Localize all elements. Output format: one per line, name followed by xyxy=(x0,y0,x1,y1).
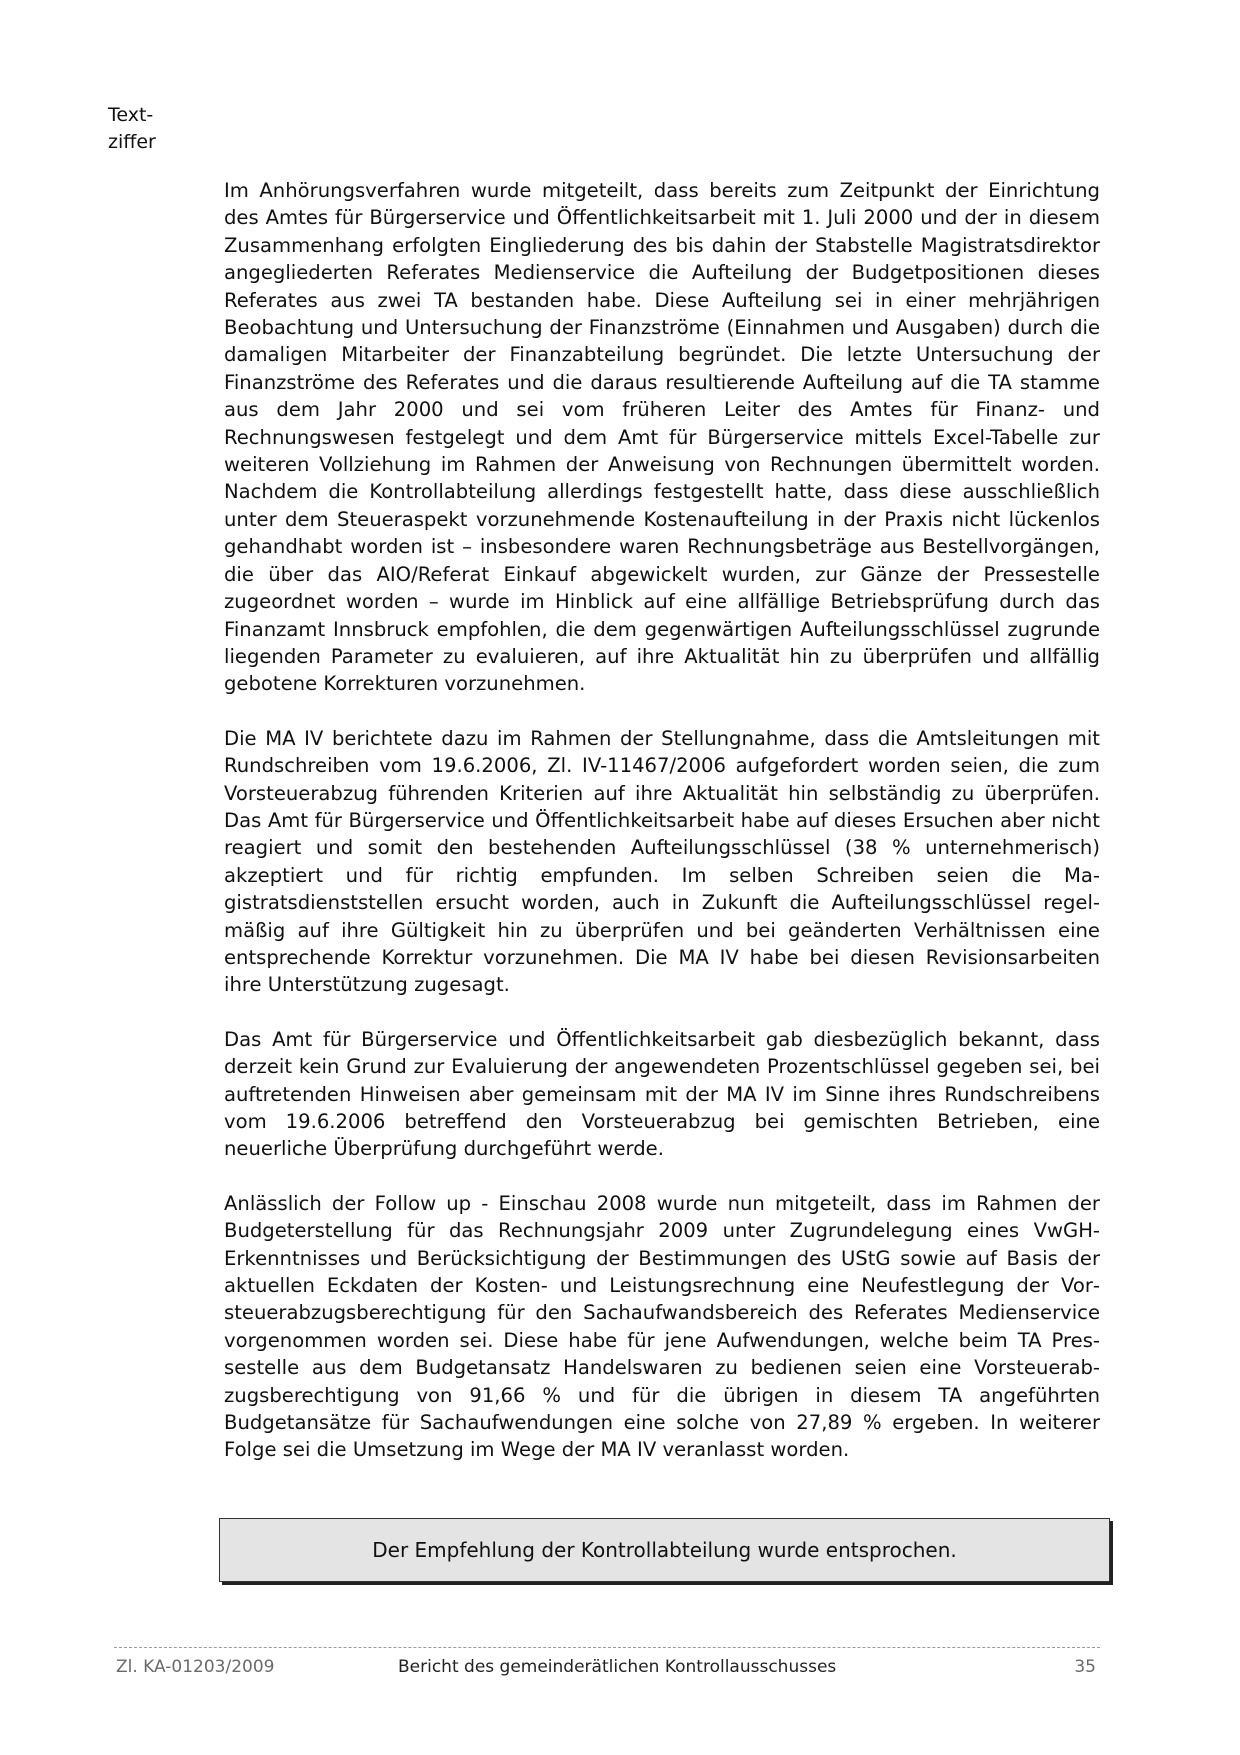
footer-divider xyxy=(114,1647,1100,1648)
paragraph-ma-iv-statement: Die MA IV berichtete dazu im Rahmen der Stellungnahme, dass die Amtsleitungen mit Rundschreiben vom 19.6.2006, Zl. IV-11467/2006 aufgefordert worden seien, die zum Vorsteuerabzug führenden Kriterien auf ihre Aktualität hin selbständig zu überprüfen. Das Amt für Bürgerservice und Öffentlichkeitsarbeit habe auf dieses Ersuchen aber nicht reagiert und somit den bestehenden Aufteilungsschlüssel (38 % unternehmerisch) akzeptiert und für richtig empfunden. Im selben Schreiben seien die Magistratsdienststellen ersucht worden, auch in Zukunft die Aufteilungsschlüssel regelmäßig auf ihre Gültigkeit hin zu überprüfen und bei geänderten Verhältnissen eine entsprechende Korrektur vorzunehmen. Die MA IV habe bei diesen Revisionsarbeiten ihre Unterstützung zugesagt. xyxy=(224,726,1100,997)
recommendation-status-box xyxy=(219,1518,1110,1582)
margin-label-line1: Text- xyxy=(108,104,154,126)
report-body xyxy=(224,177,1100,1491)
paragraph-office-response: Das Amt für Bürgerservice und Öffentlichkeitsarbeit gab diesbezüglich bekannt, dass derzeit kein Grund zur Evaluierung der angewendeten Prozentschlüssel gegeben sei, bei auftretenden Hinweisen aber gemeinsam mit der MA IV im Sinne ihres Rundschreibens vom 19.6.2006 betreffend den Vorsteuerabzug bei gemischten Betrieben, eine neuerliche Überprüfung durchgeführt werde. xyxy=(224,1027,1100,1161)
footer-reference-number: Zl. KA-01203/2009 xyxy=(116,1657,275,1677)
footer-page-number: 35 xyxy=(1074,1657,1096,1677)
textziffer-margin-label xyxy=(108,102,156,156)
recommendation-status-text: Der Empfehlung der Kontrollabteilung wurde entsprochen. xyxy=(372,1538,957,1562)
margin-label-line2: ziffer xyxy=(108,131,156,153)
paragraph-follow-up-2008: Anlässlich der Follow up - Einschau 2008 wurde nun mitgeteilt, dass im Rahmen der Budgeterstellung für das Rechnungsjahr 2009 unter Zugrundelegung eines VwGH-Erkenntnisses und Berücksichtigung der Bestimmungen des UStG sowie auf Basis der aktuellen Eckdaten der Kosten- und Leistungsrechnung eine Neufestlegung der Vorsteuerabzugsberechtigung für den Sachaufwandsbereich des Referates Medienservice vorgenommen worden sei. Diese habe für jene Aufwendungen, welche beim TA Pressestelle aus dem Budgetansatz Handelswaren zu bedienen seien eine Vorsteuerabzugsberechtigung von 91,66 % und für die übrigen in diesem TA angeführten Budgetansätze für Sachaufwendungen eine solche von 27,89 % ergeben. In weiterer Folge sei die Umsetzung im Wege der MA IV veranlasst worden. xyxy=(224,1191,1100,1462)
paragraph-hearing-procedure: Im Anhörungsverfahren wurde mitgeteilt, dass bereits zum Zeitpunkt der Einrichtung des Amtes für Bürgerservice und Öffentlichkeitsarbeit mit 1. Juli 2000 und der in diesem Zusammenhang erfolgten Eingliederung des bis dahin der Stabstelle Magistratsdirektor angegliederten Referates Medienservice die Aufteilung der Budgetpositionen dieses Referates aus zwei TA bestanden habe. Diese Aufteilung sei in einer mehrjährigen Beobachtung und Untersuchung der Finanzströme (Einnahmen und Ausgaben) durch die damaligen Mitarbeiter der Finanzabteilung begründet. Die letzte Untersuchung der Finanzströme des Referates und die daraus resultierende Aufteilung auf die TA stamme aus dem Jahr 2000 und sei vom früheren Leiter des Amtes für Finanz- und Rechnungswesen festgelegt und dem Amt für Bürgerservice mittels Excel-Tabelle zur weiteren Vollziehung im Rahmen der Anweisung von Rechnungen übermittelt worden. Nachdem die Kontrollabteilung allerdings festgestellt hatte, dass diese ausschließlich unter dem Steueraspekt vorzunehmende Kostenaufteilung in der Praxis nicht lückenlos gehandhabt worden ist – insbesondere waren Rechnungsbeträge aus Bestellvorgängen, die über das AIO/Referat Einkauf abgewickelt wurden, zur Gänze der Pressestelle zugeordnet worden – wurde im Hinblick auf eine allfällige Betriebsprüfung durch das Finanzamt Innsbruck empfohlen, die dem gegenwärtigen Aufteilungsschlüssel zugrunde liegenden Parameter zu evaluieren, auf ihre Aktualität hin zu überprüfen und allfällig gebotene Korrekturen vorzunehmen. xyxy=(224,179,1100,696)
page-footer xyxy=(114,1657,1100,1683)
footer-report-title: Bericht des gemeinderätlichen Kontrollausschusses xyxy=(398,1657,837,1677)
